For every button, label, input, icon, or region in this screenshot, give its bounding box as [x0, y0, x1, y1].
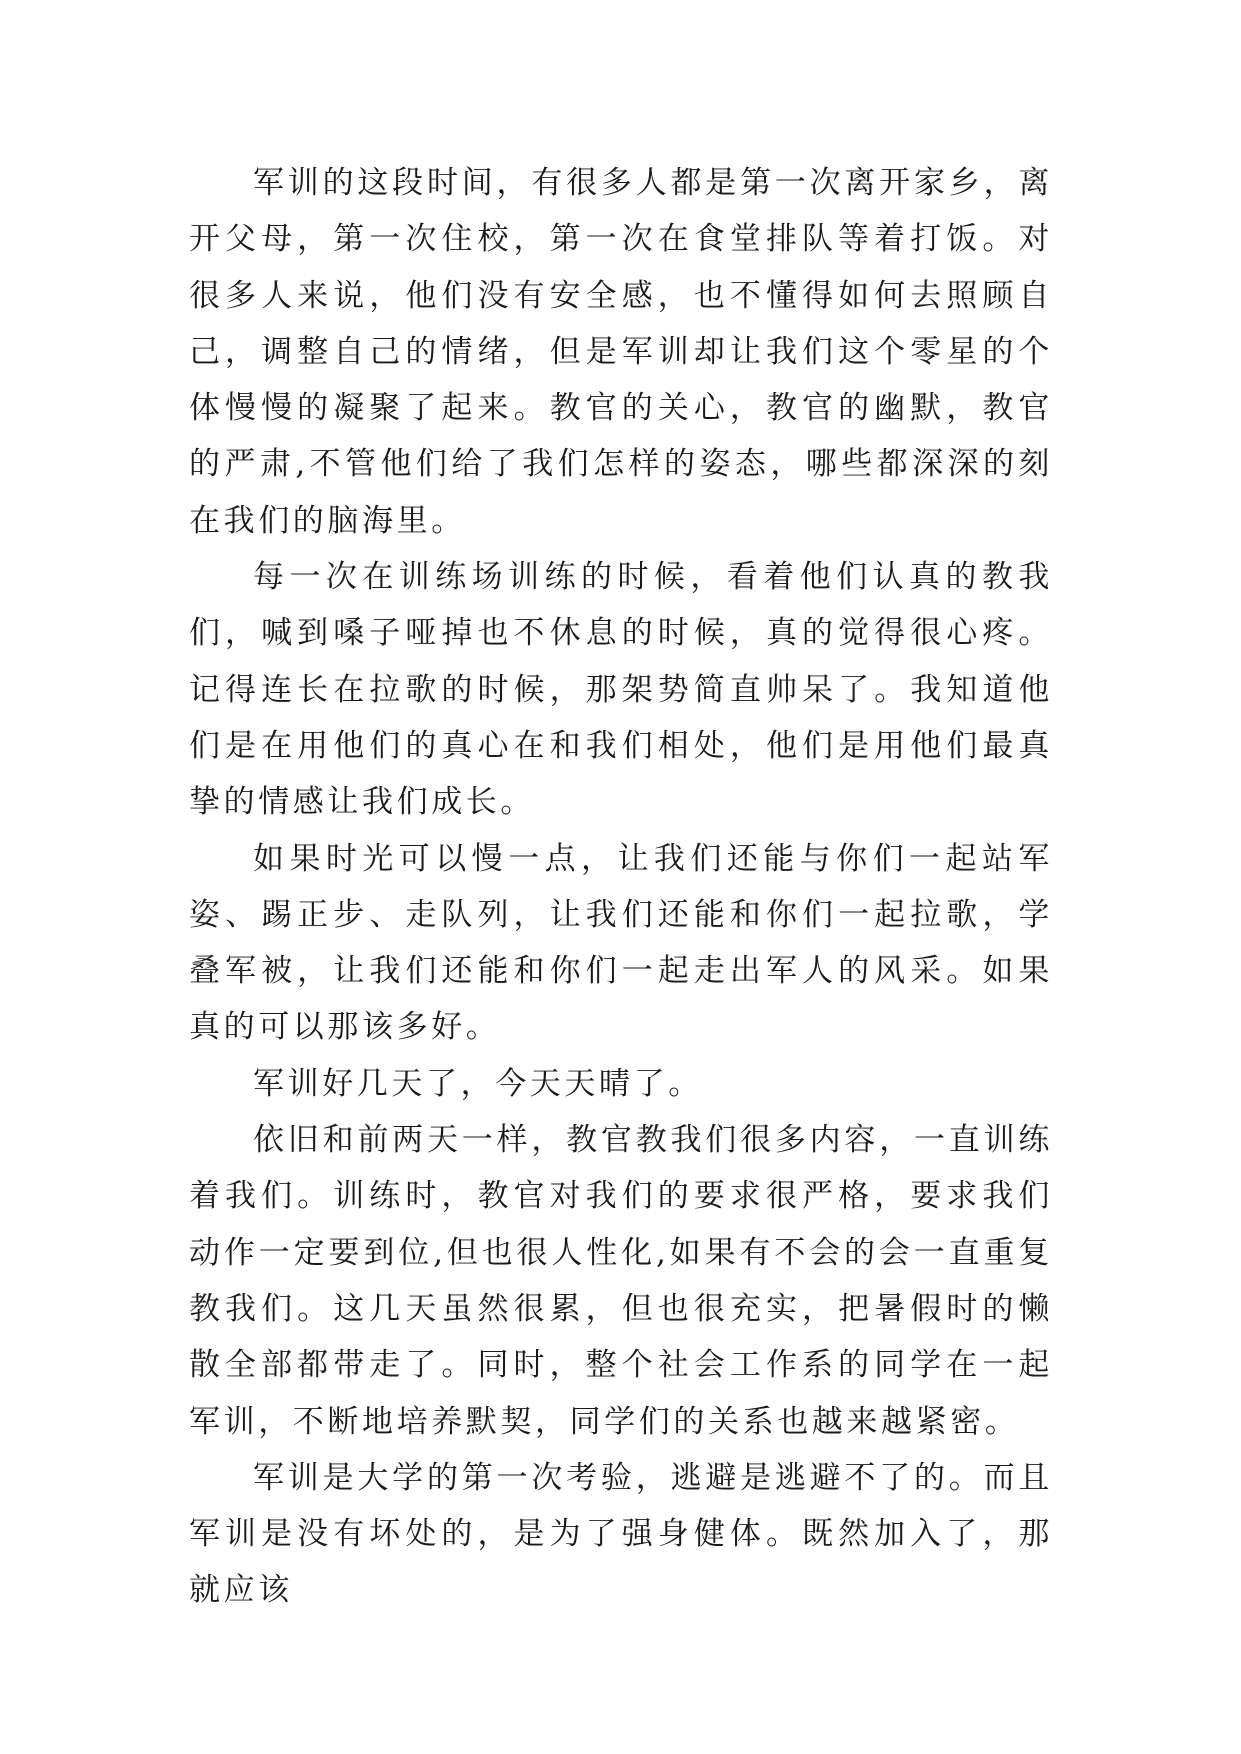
paragraph-2: 每一次在训练场训练的时候，看着他们认真的教我们，喊到嗓子哑掉也不休息的时候，真的觉得很心疼。记得连长在拉歌的时候，那架势简直帅呆了。我知道他们是在用他们的真心在和我们相处，他们是用他们最真挚的情感让我们成长。	[189, 559, 1053, 821]
paragraph-5: 依旧和前两天一样，教官教我们很多内容，一直训练着我们。训练时，教官对我们的要求很严格，要求我们动作一定要到位,但也很人性化,如果有不会的会一直重复教我们。这几天虽然很累，但也很充实，把暑假时的懒散全部都带走了。同时，整个社会工作系的同学在一起军训，不断地培养默契，同学们的关系也越来越紧密。	[189, 1122, 1053, 1440]
paragraph-4: 军训好几天了，今天天晴了。	[253, 1065, 703, 1102]
paragraph-6: 军训是大学的第一次考验，逃避是逃避不了的。而且军训是没有坏处的，是为了强身健体。既然加入了，那就应该	[189, 1459, 1053, 1609]
paragraph-3: 如果时光可以慢一点，让我们还能与你们一起站军姿、踢正步、走队列，让我们还能和你们一起拉歌，学叠军被，让我们还能和你们一起走出军人的风采。如果真的可以那该多好。	[189, 840, 1053, 1046]
document-body	[189, 155, 1053, 1619]
paragraph-1: 军训的这段时间，有很多人都是第一次离开家乡，离开父母，第一次住校，第一次在食堂排队等着打饭。对很多人来说，他们没有安全感，也不懂得如何去照顾自己，调整自己的情绪，但是军训却让我们这个零星的个体慢慢的凝聚了起来。教官的关心，教官的幽默，教官的严肃,不管他们给了我们怎样的姿态，哪些都深深的刻在我们的脑海里。	[189, 165, 1053, 539]
